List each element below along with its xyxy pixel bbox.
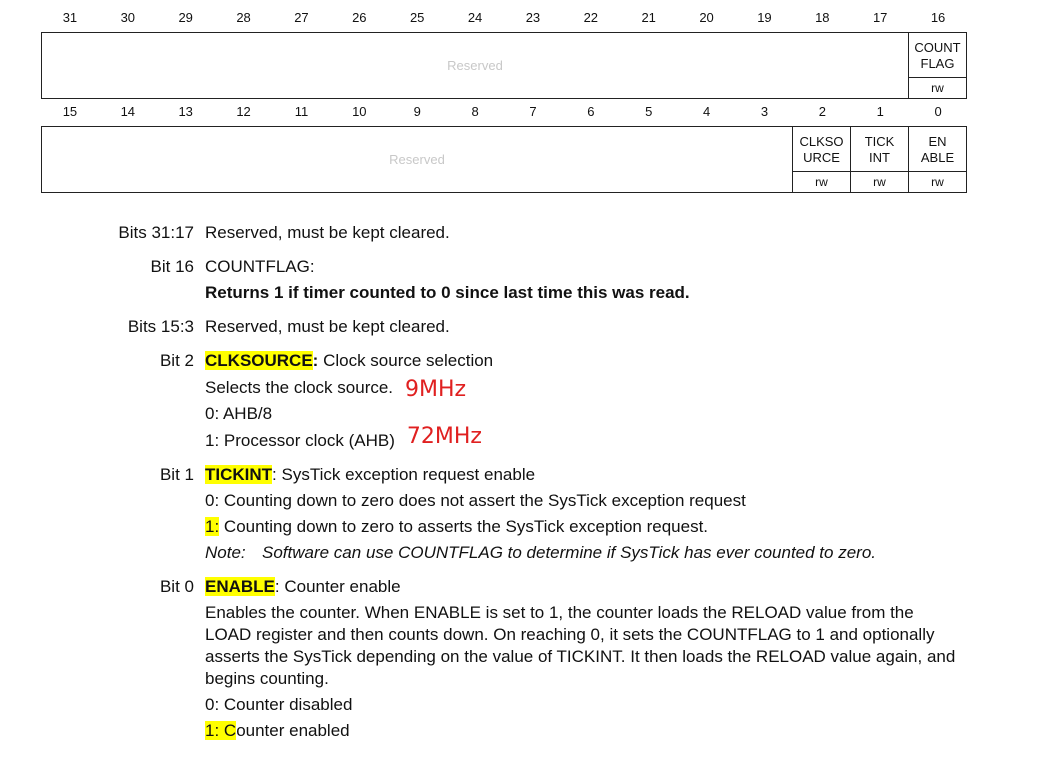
desc-line: 0: Counting down to zero does not assert the SysTick exception request bbox=[205, 491, 746, 510]
bit-number: 18 bbox=[815, 10, 830, 25]
enable-name: EN ABLE bbox=[920, 134, 955, 165]
bit-number: 11 bbox=[294, 104, 309, 119]
tickint-access: rw bbox=[851, 171, 908, 192]
bit-label: Bit 16 bbox=[150, 257, 194, 276]
bit-number: 0 bbox=[934, 104, 942, 119]
bit-number: 24 bbox=[467, 10, 483, 25]
desc-bit-1 bbox=[0, 462, 1052, 566]
bit-label: Bit 1 bbox=[159, 465, 194, 484]
bit-number: 20 bbox=[699, 10, 714, 25]
desc-text: Reserved, must be kept cleared. bbox=[205, 223, 450, 242]
desc-title: COUNTFLAG: bbox=[205, 257, 315, 276]
enable-field bbox=[908, 127, 966, 192]
enable-access: rw bbox=[909, 171, 966, 192]
countflag-access: rw bbox=[909, 77, 966, 98]
line-text: ounter enabled bbox=[236, 721, 350, 740]
desc-bit-16 bbox=[0, 254, 1052, 306]
enable-highlight: ENABLE bbox=[205, 577, 275, 596]
bit-number: 12 bbox=[236, 104, 251, 119]
reserved-field-upper: Reserved bbox=[447, 58, 503, 73]
bit-number: 2 bbox=[818, 104, 826, 119]
title-rest: : SysTick exception request enable bbox=[272, 465, 536, 484]
bit-number: 9 bbox=[413, 104, 421, 119]
clksource-highlight: CLKSOURCE bbox=[205, 351, 313, 370]
desc-bit-0 bbox=[0, 574, 1052, 744]
annotation-72mhz: 72MHz bbox=[406, 424, 482, 449]
colon: : bbox=[312, 351, 319, 370]
value-highlight: 1: bbox=[205, 517, 220, 536]
bit-number: 17 bbox=[872, 10, 888, 25]
desc-bits-31-17 bbox=[0, 220, 1052, 246]
bit-number: 21 bbox=[641, 10, 656, 25]
register-upper-half bbox=[41, 32, 967, 99]
desc-line bbox=[205, 514, 962, 540]
annotation-9mhz: 9MHz bbox=[405, 377, 467, 402]
title-rest: Clock source selection bbox=[318, 351, 494, 370]
tickint-field bbox=[850, 127, 908, 192]
clksource-name: CLKSO URCE bbox=[799, 134, 844, 165]
bit-number: 3 bbox=[760, 104, 769, 119]
bit-number: 6 bbox=[587, 104, 595, 119]
bit-number: 10 bbox=[352, 104, 367, 119]
countflag-field bbox=[908, 33, 966, 98]
desc-detail: Returns 1 if timer counted to 0 since last time this was read. bbox=[205, 283, 690, 302]
reserved-field-lower: Reserved bbox=[389, 152, 445, 167]
line-text: Counting down to zero to asserts the SysTick exception request. bbox=[219, 517, 709, 536]
bit-label: Bit 2 bbox=[159, 351, 194, 370]
bit-number: 28 bbox=[236, 10, 251, 25]
lower-bit-numbers bbox=[41, 102, 967, 122]
line-text: Selects the clock source. bbox=[205, 378, 394, 397]
bit-number: 30 bbox=[120, 10, 136, 25]
clksource-access: rw bbox=[793, 171, 850, 192]
desc-title bbox=[205, 348, 962, 374]
tickint-highlight: TICKINT bbox=[205, 465, 273, 484]
bit-number: 14 bbox=[120, 104, 136, 119]
countflag-name: COUNT FLAG bbox=[914, 40, 961, 71]
bit-number: 15 bbox=[62, 104, 78, 119]
desc-line bbox=[205, 374, 962, 401]
note-text: Software can use COUNTFLAG to determine if SysTick has ever counted to zero. bbox=[262, 543, 876, 562]
bit-label: Bit 0 bbox=[159, 577, 194, 596]
bit-number: 7 bbox=[529, 104, 537, 119]
line-text: 1: Processor clock (AHB) bbox=[205, 431, 395, 450]
desc-title bbox=[205, 574, 962, 600]
bit-label: Bits 31:17 bbox=[118, 223, 194, 242]
bit-number: 26 bbox=[352, 10, 367, 25]
register-lower-half bbox=[41, 126, 967, 193]
bit-number: 22 bbox=[583, 10, 599, 25]
desc-line: 0: Counter disabled bbox=[205, 695, 353, 714]
bit-number: 31 bbox=[62, 10, 78, 25]
bit-number: 23 bbox=[525, 10, 541, 25]
upper-bit-numbers bbox=[41, 8, 967, 28]
desc-title bbox=[205, 462, 962, 488]
note-label: Note: bbox=[205, 543, 246, 562]
desc-bit-2 bbox=[0, 348, 1052, 454]
clksource-field bbox=[792, 127, 850, 192]
desc-bits-15-3 bbox=[0, 314, 1052, 340]
bit-number: 19 bbox=[757, 10, 772, 25]
desc-text: Reserved, must be kept cleared. bbox=[205, 317, 450, 336]
bit-number: 27 bbox=[294, 10, 309, 25]
bit-number: 29 bbox=[178, 10, 193, 25]
bit-number: 8 bbox=[471, 104, 479, 119]
bit-descriptions bbox=[0, 220, 1052, 744]
desc-line bbox=[205, 718, 962, 744]
bit-label: Bits 15:3 bbox=[127, 317, 194, 336]
tickint-name: TICK INT bbox=[864, 134, 895, 165]
desc-paragraph: Enables the counter. When ENABLE is set to 1, the counter loads the RELOAD value from the LOAD register and then counts down. On reaching 0, it sets the COUNTFLAG to 1 and optionally asserts the SysTick depending on the value of TICKINT. It then loads the RELOAD value again, and begins counting. bbox=[205, 603, 956, 688]
bit-number: 5 bbox=[645, 104, 653, 119]
bit-number: 25 bbox=[409, 10, 425, 25]
value-highlight: 1: C bbox=[205, 721, 237, 740]
bit-number: 4 bbox=[702, 104, 711, 119]
bit-number: 16 bbox=[930, 10, 946, 25]
title-rest: : Counter enable bbox=[274, 577, 401, 596]
bit-number: 13 bbox=[178, 104, 193, 119]
desc-line bbox=[205, 424, 962, 454]
bit-number: 1 bbox=[876, 104, 884, 119]
note bbox=[205, 540, 962, 566]
desc-line: 0: AHB/8 bbox=[205, 404, 273, 423]
